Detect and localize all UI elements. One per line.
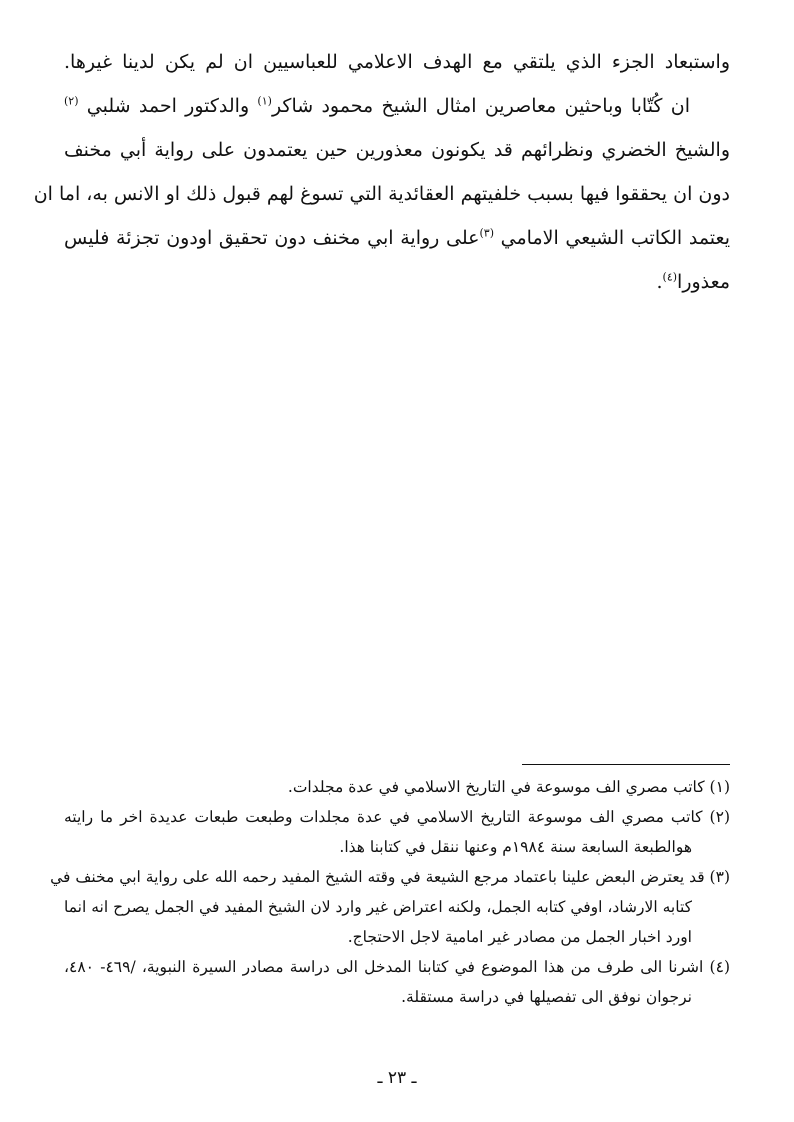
body-line-5-text-b: على رواية ابي مخنف دون تحقيق اودون تجزئة فليس: [64, 227, 480, 249]
footnote-2-line-1: (٢) كاتب مصري الف موسوعة التاريخ الاسلامي في عدة مجلدات وطبعت طبعات عديدة اخر ما رايته: [64, 808, 730, 826]
footnote-3-line-1: (٣) قد يعترض البعض علينا باعتماد مرجع الشيعة في وقته الشيخ المفيد رحمه الله على رواية ابي مخنف في: [50, 868, 730, 886]
footnote-ref-3[interactable]: (٣): [479, 226, 494, 240]
page-number: ـ ٢٣ ـ: [377, 1068, 417, 1088]
body-line-6-text-b: .: [656, 271, 663, 293]
footnote-ref-1[interactable]: (١): [257, 94, 272, 108]
footnotes-section: [50, 772, 730, 1012]
body-line-4: دون ان يحققوا فيها بسبب خلفيتهم العقائدية التي تسوغ لهم قبول ذلك او الانس به، اما ان: [33, 183, 730, 205]
body-line-6: [64, 260, 730, 304]
footnote-2-line-2: هوالطبعة السابعة سنة ١٩٨٤م وعنها ننقل في كتابنا هذا.: [339, 838, 692, 856]
footnote-ref-4[interactable]: (٤): [662, 270, 678, 284]
body-line-1: واستبعاد الجزء الذي يلتقي مع الهدف الاعلامي للعباسيين ان لم يكن لدينا غيرها.: [64, 51, 730, 73]
footnote-3-line-3: اورد اخبار الجمل من مصادر غير امامية لاجل الاحتجاج.: [347, 928, 692, 946]
body-line-2-text-a: ان كُتّابا وباحثين معاصرين امثال الشيخ محمود شاكر: [271, 95, 690, 117]
footnote-4-line-1: (٤) اشرنا الى طرف من هذا الموضوع في كتابنا المدخل الى دراسة مصادر السيرة النبوية، /٤٦٩- ٤٨٠،: [64, 958, 730, 976]
footnote-ref-2[interactable]: (٢): [64, 94, 79, 108]
body-line-5-text-a: يعتمد الكاتب الشيعي الامامي: [493, 227, 730, 249]
body-line-2: [64, 84, 730, 128]
footnote-4-line-2: نرجوان نوفق الى تفصيلها في دراسة مستقلة.: [401, 988, 692, 1006]
body-line-5: [64, 216, 730, 260]
body-line-2-text-b: والدكتور احمد شلبي: [78, 95, 258, 117]
footnote-1-line-1: (١) كاتب مصري الف موسوعة في التاريخ الاسلامي في عدة مجلدات.: [287, 778, 730, 796]
footnote-3-line-2: كتابه الارشاد، اوفي كتابه الجمل، ولكنه اعتراض غير وارد لان الشيخ المفيد في الجمل يصرح انه انما: [64, 898, 692, 916]
body-line-3: والشيخ الخضري ونظرائهم قد يكونون معذورين حين يعتمدون على رواية أبي مخنف: [64, 139, 730, 161]
footnote-divider: [522, 764, 730, 765]
body-line-6-text-a: معذورا: [677, 271, 730, 293]
main-text: [33, 40, 730, 304]
